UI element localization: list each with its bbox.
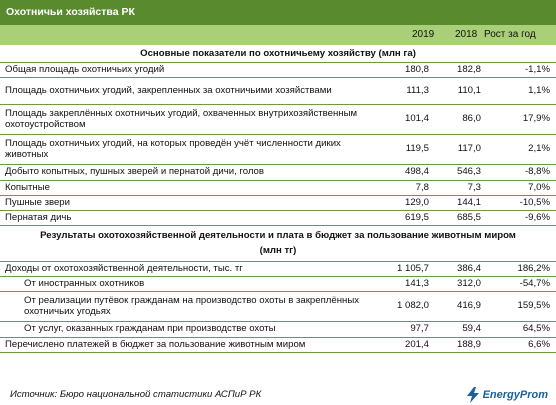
table-row [0, 77, 556, 104]
cell-growth: 17,9% [487, 104, 556, 134]
table-row [0, 180, 556, 195]
cell-2018: 386,4 [435, 261, 487, 276]
table-row [0, 261, 556, 276]
brand-logo-text: EnergyProm [482, 389, 548, 401]
table-row [0, 62, 556, 77]
cell-2019: 141,3 [385, 276, 435, 291]
section-heading-line1: Результаты охотохозяйственной деятельности и плата в бюджет за пользование животным миром [40, 230, 516, 241]
column-header-row [0, 25, 556, 45]
source-note: Источник: Бюро национальной статистики АСПиР РК [10, 389, 262, 400]
cell-growth: 159,5% [487, 291, 556, 321]
cell-growth: -10,5% [487, 195, 556, 210]
lightning-icon [466, 387, 480, 403]
cell-growth: 7,0% [487, 180, 556, 195]
column-header-2018: 2018 [455, 29, 478, 40]
table-row [0, 210, 556, 225]
brand-logo [466, 386, 548, 404]
row-label: Общая площадь охотничьих угодий [0, 62, 385, 77]
table-row [0, 164, 556, 180]
row-label: Пушные звери [0, 195, 385, 210]
cell-2019: 97,7 [385, 321, 435, 337]
cell-2019: 180,8 [385, 62, 435, 77]
table-row [0, 134, 556, 164]
row-label: Площадь охотничьих угодий, закрепленных за охотничьими хозяйствами [0, 77, 385, 104]
cell-2018: 59,4 [435, 321, 487, 337]
section-heading [0, 225, 556, 261]
cell-2019: 111,3 [385, 77, 435, 104]
cell-2019: 129,0 [385, 195, 435, 210]
cell-2018: 546,3 [435, 164, 487, 180]
cell-growth: 2,1% [487, 134, 556, 164]
table-row [0, 104, 556, 134]
cell-growth: -9,6% [487, 210, 556, 225]
row-label: От иностранных охотников [0, 276, 385, 291]
column-header-growth: Рост за год [484, 29, 536, 40]
cell-growth: -54,7% [487, 276, 556, 291]
cell-2018: 312,0 [435, 276, 487, 291]
cell-2019: 619,5 [385, 210, 435, 225]
cell-2018: 117,0 [435, 134, 487, 164]
table-title: Охотничьи хозяйства РК [0, 0, 556, 25]
cell-growth: 186,2% [487, 261, 556, 276]
table-row [0, 195, 556, 210]
data-table [0, 45, 556, 353]
table-row [0, 321, 556, 337]
cell-2018: 416,9 [435, 291, 487, 321]
cell-growth: 6,6% [487, 337, 556, 352]
cell-2019: 101,4 [385, 104, 435, 134]
cell-2019: 201,4 [385, 337, 435, 352]
row-label: Площадь охотничьих угодий, на которых проведён учёт численности диких животных [0, 134, 385, 164]
cell-2018: 110,1 [435, 77, 487, 104]
cell-2018: 7,3 [435, 180, 487, 195]
row-label: Добыто копытных, пушных зверей и пернатой дичи, голов [0, 164, 385, 180]
footer [0, 385, 556, 405]
table-row [0, 291, 556, 321]
cell-growth: 64,5% [487, 321, 556, 337]
row-label: Перечислено платежей в бюджет за пользование животным миром [0, 337, 385, 352]
cell-2018: 144,1 [435, 195, 487, 210]
cell-growth: -8,8% [487, 164, 556, 180]
cell-2019: 119,5 [385, 134, 435, 164]
section-heading-line2: (млн тг) [259, 245, 297, 256]
row-label: От реализации путёвок гражданам на производство охоты в закреплённых охотничьих угодьях [0, 291, 385, 321]
table-row [0, 337, 556, 352]
cell-2019: 1 105,7 [385, 261, 435, 276]
row-label: От услуг, оказанных гражданам при производстве охоты [0, 321, 385, 337]
row-label: Пернатая дичь [0, 210, 385, 225]
cell-2018: 685,5 [435, 210, 487, 225]
cell-2018: 188,9 [435, 337, 487, 352]
cell-growth: 1,1% [487, 77, 556, 104]
cell-growth: -1,1% [487, 62, 556, 77]
row-label: Площадь закреплённых охотничьих угодий, охваченных внутрихозяйственным охотоустройством [0, 104, 385, 134]
section-heading: Основные показатели по охотничьему хозяйству (млн га) [0, 45, 556, 62]
row-label: Копытные [0, 180, 385, 195]
row-label: Доходы от охотохозяйственной деятельности, тыс. тг [0, 261, 385, 276]
cell-2019: 7,8 [385, 180, 435, 195]
cell-2018: 86,0 [435, 104, 487, 134]
table-row [0, 276, 556, 291]
cell-2018: 182,8 [435, 62, 487, 77]
cell-2019: 498,4 [385, 164, 435, 180]
column-header-2019: 2019 [412, 29, 435, 40]
cell-2019: 1 082,0 [385, 291, 435, 321]
